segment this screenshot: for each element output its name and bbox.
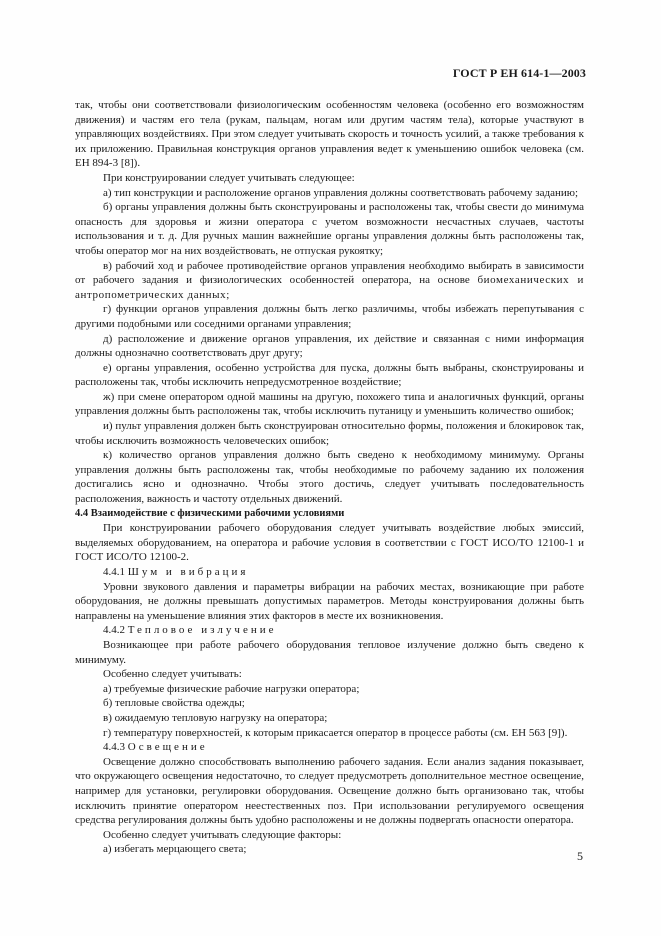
list-item-g: г) функции органов управления должны быть легко различимы, чтобы избежать перепутывания с другими подобными или соседними органами управления; [75,303,584,330]
list-item-zh: ж) при смене оператором одной машины на другую, похожего типа и аналогичных функций, органы управления должны быть расположены так, чтобы исключить путаницу и уменьшить количество ошибок; [75,390,584,418]
list-item-a: а) тип конструкции и расположение органов управления должны соответствовать рабочему заданию; [103,186,578,199]
list-item-d: д) расположение и движение органов управления, их действие и связанная с ними информация должны однозначно соответствовать друг другу; [75,332,584,360]
list-item-light-a: а) избегать мерцающего света; [103,843,247,856]
subsection-number: 4.4.3 [103,741,125,754]
subsection-title: Тепловое излучение [127,624,277,637]
subsection-heading-4-4-2 [75,623,584,638]
subsection-heading-4-4-3 [75,740,584,755]
list-item-i: и) пульт управления должен быть сконструирован относительно формы, положения и блокировок так, чтобы исключить возможность человеческих ошибок; [75,420,584,447]
document-id-header: ГОСТ Р ЕН 614-1—2003 [452,66,586,80]
subsection-number: 4.4.1 [103,566,125,578]
section-heading-4-4: 4.4 Взаимодействие с физическими рабочими условиями [75,507,345,519]
page-number: 5 [577,849,583,863]
list-item-thermal-b: б) тепловые свойства одежды; [103,697,245,710]
list-item-v-spaced: биомеханических и антропометрических данных; [75,274,584,301]
subsection-number: 4.4.2 [103,624,125,637]
subsection-heading-4-4-1 [75,565,584,580]
list-item-v [75,259,584,303]
list-item-b: б) органы управления должны быть сконструированы и расположены так, чтобы свести до минимума опасность для здоровья и жизни оператора с учетом возможности несчастных случаев, частоты использования и т. д. Для ручных машин важнейшие органы управления должны быть расположены так, чтобы оператор мог на них воздействовать, не отпуская рукоятку; [75,201,584,257]
paragraph-4-4-3: Освещение должно способствовать выполнению рабочего задания. Если анализ задания показывает, что окружающего освещения недостаточно, то следует предусмотреть дополнительное местное освещение, например для установки, регулировки оборудования. Освещение должно быть организовано так, чтобы исключить принятие оператором неестественных поз. При использовании регулируемого освещения средства регулирования должны быть удобно расположены и не должны подвергать опасности оператора. [75,755,584,827]
paragraph-design-intro: При конструировании следует учитывать следующее: [103,171,355,184]
list-item-k: к) количество органов управления должно быть сведено к необходимому минимуму. Органы управления должны быть расположены так, чтобы необходимые по рабочему заданию их положения достигались ясно и однозначно. Чтобы этого достичь, следует учитывать последовательность расположения, важность и частоту отдельных движений. [75,449,584,506]
subsection-title: Освещение [127,741,208,754]
paragraph-4-4-2: Возникающее при работе рабочего оборудования тепловое излучение должно быть сведено к минимуму. [75,638,584,666]
list-item-e: е) органы управления, особенно устройства для пуска, должны быть выбраны, сконструированы и расположены так, чтобы исключить непредусмотренное воздействие; [75,361,584,389]
paragraph-4-4-1: Уровни звукового давления и параметры вибрации на рабочих местах, возникающие при работе оборудования, не должны превышать допустимых параметров. Методы конструирования должны быть направлены на уменьшение влияния этих факторов в месте их возникновения. [75,580,584,622]
paragraph-4-4-3-b: Особенно следует учитывать следующие факторы: [103,828,342,841]
paragraph-4-4-2-b: Особенно следует учитывать: [103,668,242,681]
list-item-v-text: в) рабочий ход и рабочее противодействие органов управления необходимо выбирать в зависимости от рабочего задания и физиологических особенностей оператора, на основе [75,259,584,287]
subsection-title: Шум и вибрация [127,566,249,578]
document-body [75,98,584,857]
paragraph-4-4: При конструировании рабочего оборудования следует учитывать воздействие любых эмиссий, выделяемых оборудованием, на оператора и рабочие условия в соответствии с ГОСТ ИСО/ТО 12100-1 и ГОСТ ИСО/ТО 12100-2. [75,522,584,564]
list-item-thermal-a: а) требуемые физические рабочие нагрузки оператора; [103,682,360,695]
paragraph-continuation: так, чтобы они соответствовали физиологическим особенностям человека (особенно его возможностям движения) и частям его тела (рукам, пальцам, ногам или другим частям тела), которые участвуют в управляющих воздействиях. При этом следует учитывать скорость и точность усилий, а также требования к их приложению. Правильная конструкция органов управления ведет к уменьшению ошибок человека (см. ЕН 894-3 [8]). [75,99,584,170]
list-item-thermal-g: г) температуру поверхностей, к которым прикасается оператор в процессе работы (см. ЕН 563 [9]). [103,726,568,739]
list-item-thermal-v: в) ожидаемую тепловую нагрузку на оператора; [103,711,328,724]
